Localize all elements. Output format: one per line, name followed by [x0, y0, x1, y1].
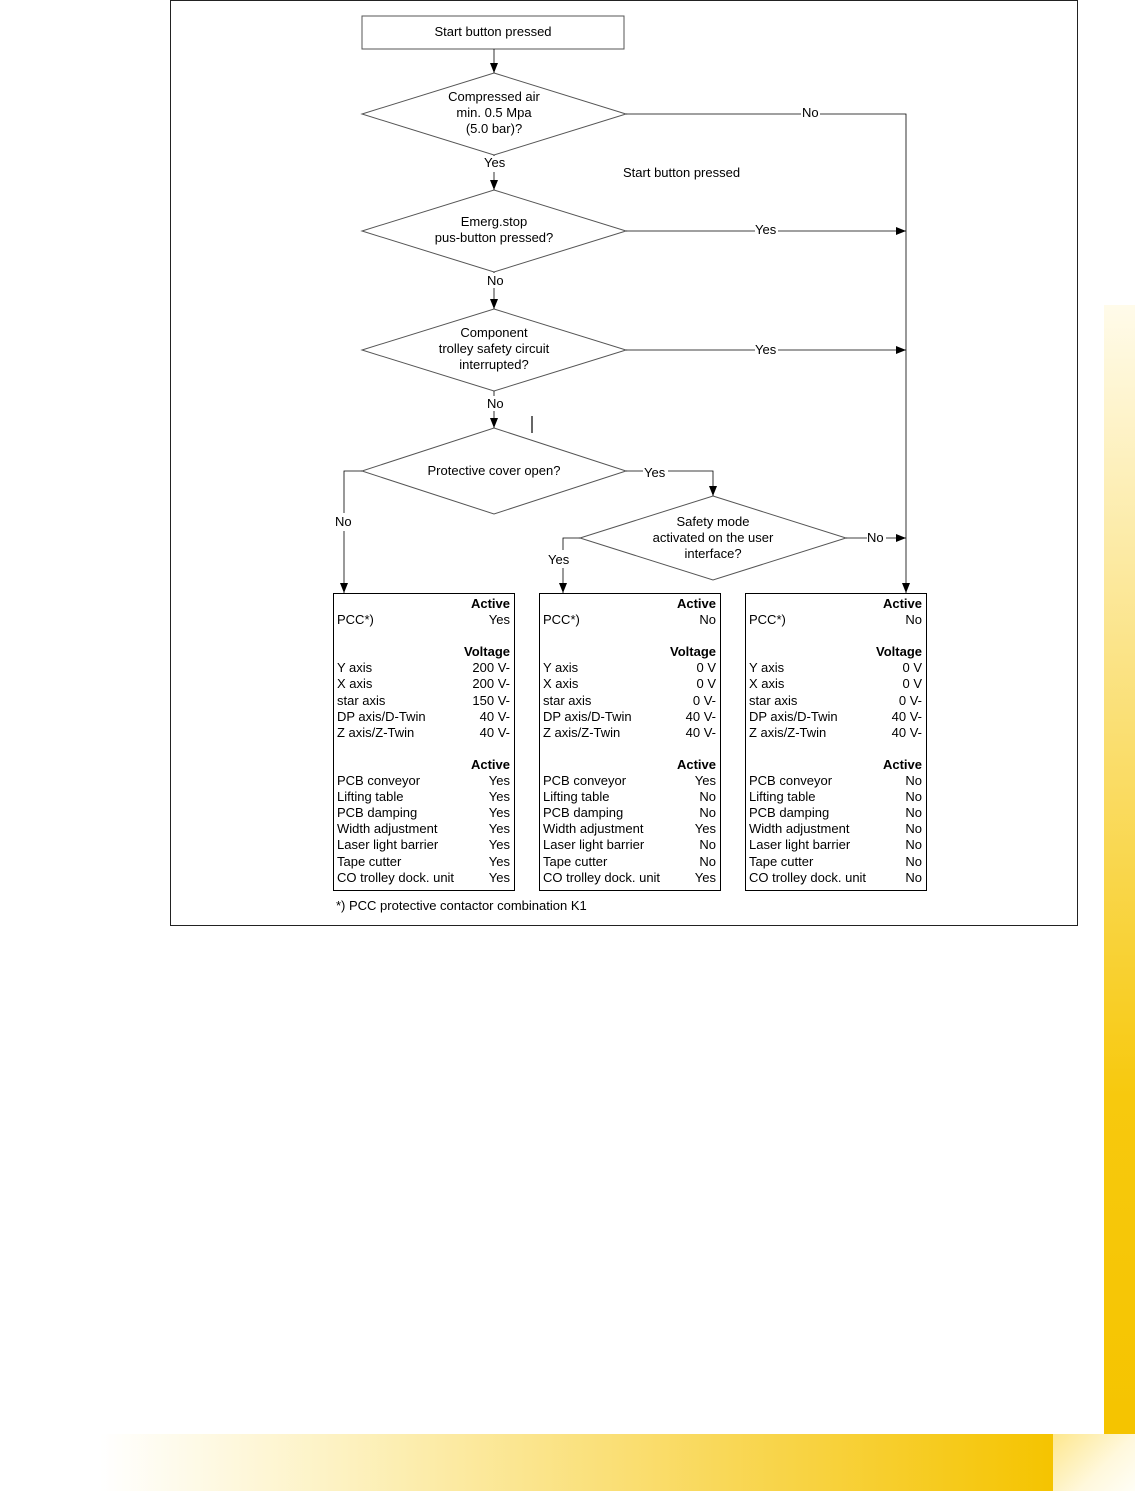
- status-row: Tape cutter No: [543, 853, 716, 869]
- section-header: Active: [470, 756, 510, 772]
- status-row: Laser light barrier No: [749, 837, 922, 853]
- result-box-3: [745, 593, 927, 891]
- status-row: PCB conveyor Yes: [543, 773, 716, 789]
- status-row: star axis 0 V-: [543, 692, 716, 708]
- decision-safety-label: Safety mode activated on the user interface?: [652, 514, 774, 561]
- status-row: Laser light barrier No: [543, 837, 716, 853]
- section-header: Active: [676, 596, 716, 611]
- status-row: PCB damping No: [543, 805, 716, 821]
- result-box-1: [333, 593, 515, 891]
- decision-cover-label: Protective cover open?: [427, 463, 561, 478]
- status-row: X axis 0 V: [543, 676, 716, 692]
- status-row: Lifting table No: [543, 789, 716, 805]
- section-header: Voltage: [670, 644, 716, 660]
- decision-air-label: Compressed air min. 0.5 Mpa (5.0 bar)?: [448, 89, 540, 136]
- status-row: CO trolley dock. unit Yes: [337, 869, 510, 885]
- status-row: X axis 0 V: [749, 676, 922, 692]
- status-row: PCB damping No: [749, 805, 922, 821]
- status-row: Tape cutter Yes: [337, 853, 510, 869]
- status-row: PCB conveyor Yes: [337, 773, 510, 789]
- status-row: Y axis 0 V: [543, 660, 716, 676]
- status-row: Width adjustment Yes: [337, 821, 510, 837]
- status-row: CO trolley dock. unit Yes: [543, 869, 716, 885]
- section-header: Active: [882, 596, 922, 611]
- edge-label-estop-yes: Yes: [755, 222, 777, 237]
- result-box-2: [539, 593, 721, 891]
- section-header: Voltage: [876, 644, 922, 660]
- status-row: Z axis/Z-Twin 40 V-: [543, 724, 716, 740]
- section-header: Active: [470, 596, 510, 611]
- decorative-bar-right: [1104, 305, 1135, 1435]
- status-row: PCC*) No: [749, 612, 922, 628]
- decision-estop-label: Emerg.stop pus-button pressed?: [434, 214, 554, 245]
- status-row: star axis 0 V-: [749, 692, 922, 708]
- section-header: Voltage: [464, 644, 510, 660]
- status-row: DP axis/D-Twin 40 V-: [543, 708, 716, 724]
- status-row: Tape cutter No: [749, 853, 922, 869]
- start-node-label: Start button pressed: [434, 24, 552, 39]
- footnote: *) PCC protective contactor combination K1: [336, 898, 587, 913]
- status-row: Z axis/Z-Twin 40 V-: [337, 724, 510, 740]
- section-header: Active: [882, 756, 922, 772]
- status-row: Width adjustment Yes: [543, 821, 716, 837]
- decision-trolley-label: Component trolley safety circuit interrupted?: [438, 325, 550, 372]
- decorative-bar-corner: [1053, 1434, 1135, 1491]
- status-row: PCB conveyor No: [749, 773, 922, 789]
- status-row: Z axis/Z-Twin 40 V-: [749, 724, 922, 740]
- status-row: X axis 200 V-: [337, 676, 510, 692]
- status-row: DP axis/D-Twin 40 V-: [337, 708, 510, 724]
- status-row: DP axis/D-Twin 40 V-: [749, 708, 922, 724]
- status-row: PCB damping Yes: [337, 805, 510, 821]
- status-row: CO trolley dock. unit No: [749, 869, 922, 885]
- status-row: PCC*) Yes: [337, 612, 510, 628]
- edge-label-cover-yes: Yes: [644, 465, 666, 480]
- status-row: PCC*) No: [543, 612, 716, 628]
- edge-label-estop-no: No: [487, 273, 504, 288]
- edge-label-safety-yes: Yes: [548, 552, 570, 567]
- status-row: Width adjustment No: [749, 821, 922, 837]
- status-row: Lifting table No: [749, 789, 922, 805]
- edge-label-cover-no: No: [335, 514, 352, 529]
- section-header: Active: [676, 756, 716, 772]
- edge-label-trolley-yes: Yes: [755, 342, 777, 357]
- status-row: Lifting table Yes: [337, 789, 510, 805]
- edge-label-air-no: No: [802, 105, 819, 120]
- edge-label-air-yes: Yes: [484, 155, 506, 170]
- status-row: Y axis 200 V-: [337, 660, 510, 676]
- status-row: Y axis 0 V: [749, 660, 922, 676]
- status-row: Laser light barrier Yes: [337, 837, 510, 853]
- edge-label-safety-no: No: [867, 530, 884, 545]
- edge-label-trolley-no: No: [487, 396, 504, 411]
- decorative-bar-bottom: [100, 1434, 1053, 1491]
- floating-label: Start button pressed: [623, 165, 741, 180]
- status-row: star axis 150 V-: [337, 692, 510, 708]
